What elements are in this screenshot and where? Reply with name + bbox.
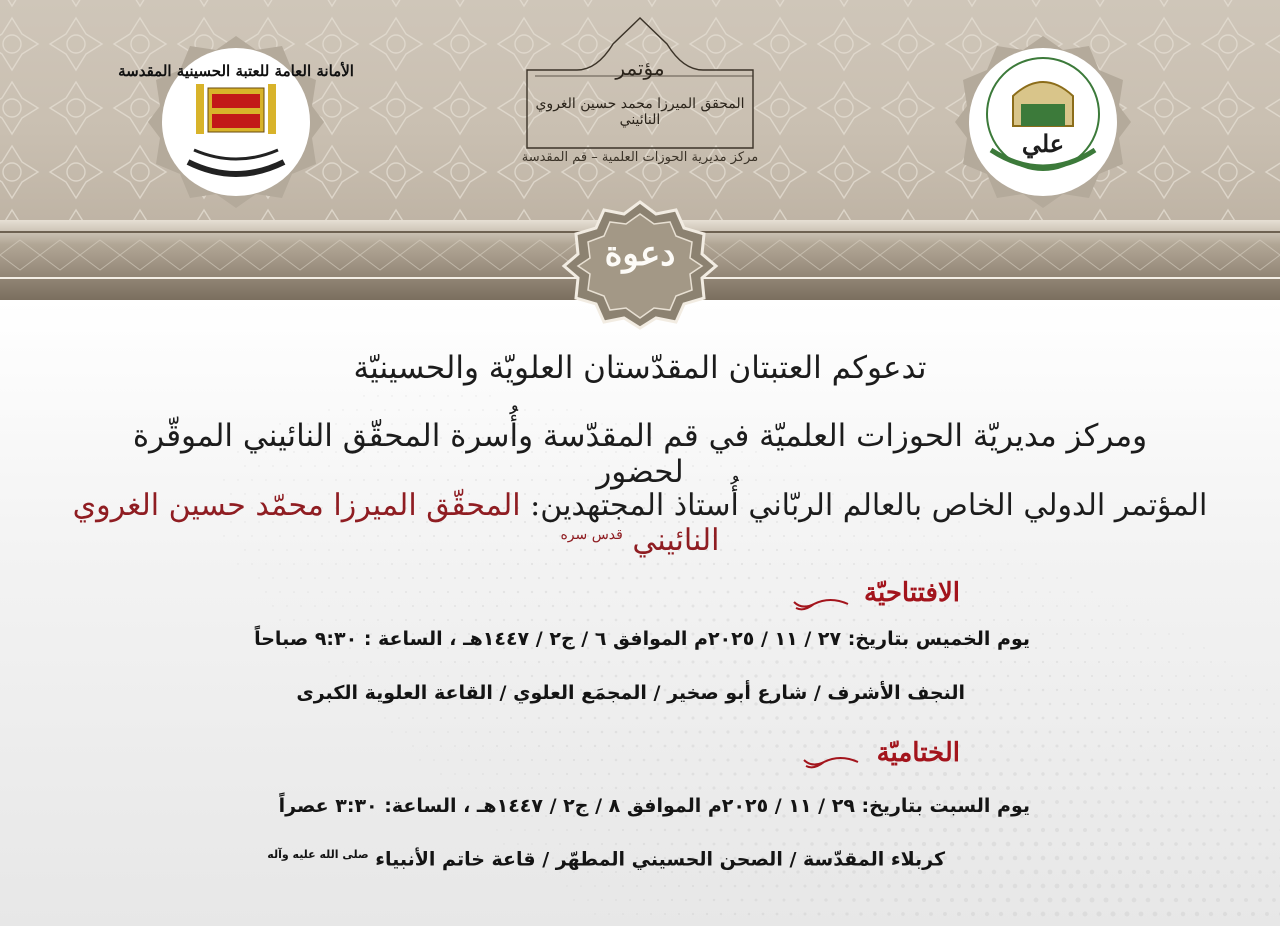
closing-date-line: يوم السبت بتاريخ: ٢٩ / ١١ / ٢٠٢٥م الموافق ٨ / ج٢ / ١٤٤٧هـ ، الساعة: ٣:٣٠ عصراً bbox=[278, 795, 1030, 817]
intro-line-2: ومركز مديريّة الحوزات العلميّة في قم المقدّسة وأُسرة المحقّق النائيني الموقّرة لحضور bbox=[132, 418, 1148, 490]
left-shrine-logo bbox=[118, 34, 354, 210]
closing-flourish-icon bbox=[800, 752, 860, 772]
invitation-word: دعوة bbox=[604, 234, 676, 274]
honorific-mark: قدس سره bbox=[560, 527, 623, 543]
opening-flourish-icon bbox=[790, 594, 850, 614]
conference-title: المحقق الميرزا محمد حسين الغروي النائيني bbox=[535, 96, 745, 128]
closing-place-text: كربلاء المقدّسة / الصحن الحسيني المطهّر / قاعة خاتم الأنبياء bbox=[375, 848, 945, 871]
conference-subtitle: مركز مديرية الحوزات العلمية – قم المقدسة bbox=[521, 150, 759, 165]
ali-calligraphy: علي bbox=[1021, 129, 1065, 158]
right-shrine-logo bbox=[955, 34, 1131, 210]
conference-top-word: مؤتمر bbox=[615, 56, 665, 80]
opening-place-line: النجف الأشرف / شارع أبو صخير / المجمَع العلوي / القاعة العلوية الكبرى bbox=[296, 682, 965, 704]
dot-texture bbox=[0, 300, 1280, 926]
closing-title: الختاميّة bbox=[876, 738, 960, 768]
closing-place-line bbox=[220, 848, 945, 870]
scholar-name: المحقّق الميرزا محمّد حسين الغروي النائيني bbox=[72, 488, 720, 558]
opening-date-line: يوم الخميس بتاريخ: ٢٧ / ١١ / ٢٠٢٥م الموافق ٦ / ج٢ / ١٤٤٧هـ ، الساعة : ٩:٣٠ صباحاً bbox=[254, 628, 1030, 650]
intro-line-3-prefix: المؤتمر الدولي الخاص بالعالم الربّاني أُستاذ المجتهدين: bbox=[530, 488, 1208, 523]
intro-line-3 bbox=[40, 488, 1240, 558]
intro-line-1: تدعوكم العتبتان المقدّستان العلويّة والحسينيّة bbox=[353, 350, 927, 386]
prophet-honorific: صلى الله عليه وآله bbox=[267, 848, 369, 861]
opening-title: الافتتاحيّة bbox=[864, 578, 960, 608]
left-logo-text: الأمانة العامة للعتبة الحسينية المقدسة bbox=[118, 62, 354, 80]
